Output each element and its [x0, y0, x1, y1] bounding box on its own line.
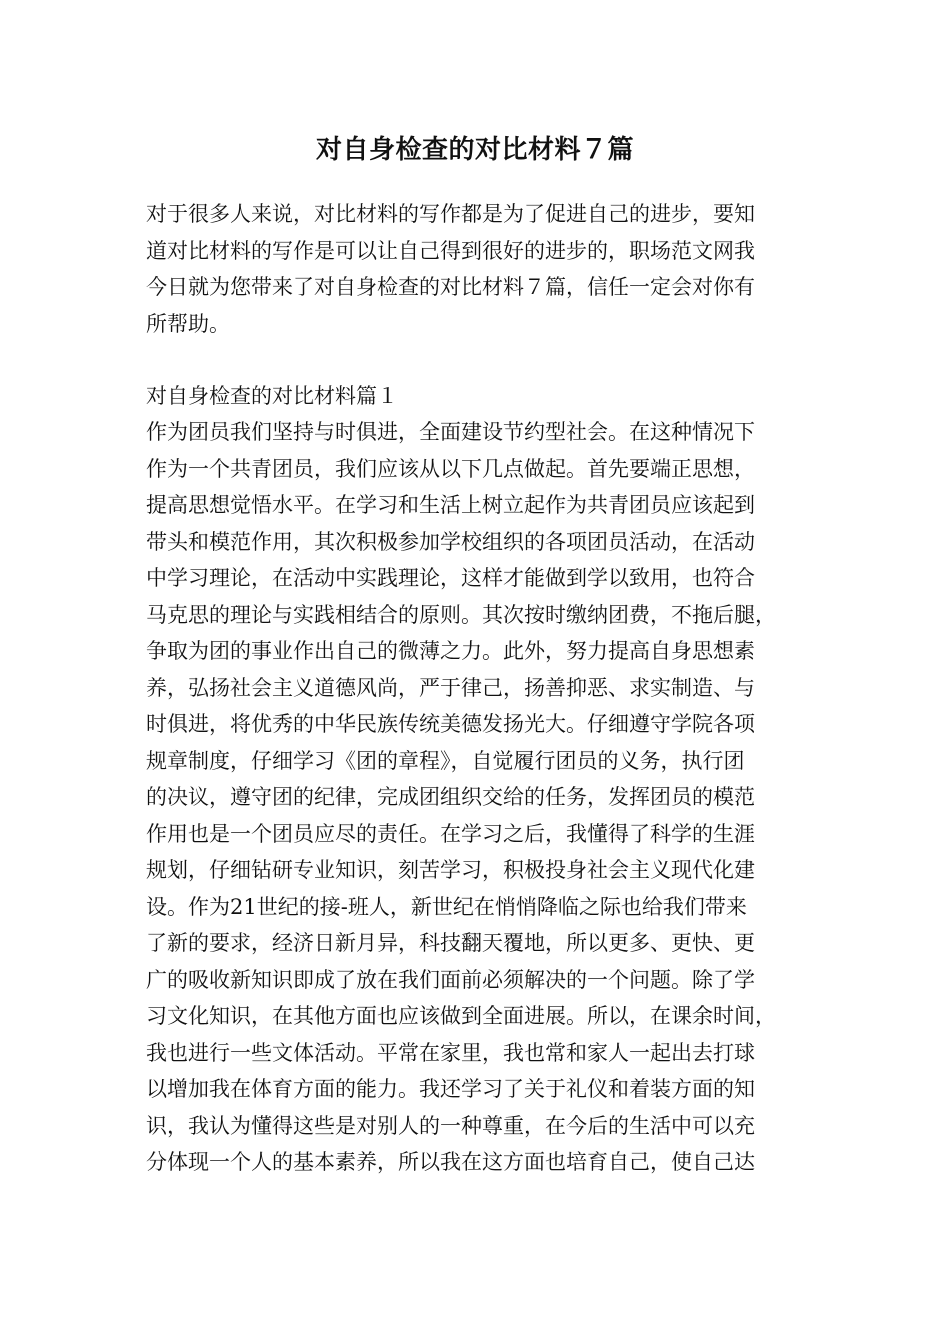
- body-line: 我也进行一些文体活动。平常在家里，我也常和家人一起出去打球: [146, 1040, 755, 1065]
- intro-line: 对于很多人来说，对比材料的写作都是为了促进自己的进步，要知: [146, 202, 755, 226]
- section-heading: 对自身检查的对比材料篇１: [146, 384, 398, 408]
- body-line: 时俱进，将优秀的中华民族传统美德发扬光大。仔细遵守学院各项: [146, 712, 755, 736]
- body-line: 习文化知识，在其他方面也应该做到全面进展。所以，在课余时间，: [146, 1004, 776, 1028]
- intro-paragraph: [146, 196, 810, 342]
- body-line: 作用也是一个团员应尽的责任。在学习之后，我懂得了科学的生涯: [146, 821, 755, 846]
- body-line: 作为团员我们坚持与时俱进，全面建设节约型社会。在这种情况下: [146, 420, 755, 444]
- body-line: 了新的要求，经济日新月异，科技翻天覆地，所以更多、更快、更: [146, 931, 755, 955]
- body-line: 马克思的理论与实践相结合的原则。其次按时缴纳团费，不拖后腿，: [146, 602, 776, 627]
- body-line: 带头和模范作用，其次积极参加学校组织的各项团员活动，在活动: [146, 529, 755, 554]
- body-line: 分体现一个人的基本素养，所以我在这方面也培育自己，使自己达: [146, 1150, 755, 1174]
- body-line: 中学习理论，在活动中实践理论，这样才能做到学以致用，也符合: [146, 566, 755, 590]
- body-line: 识，我认为懂得这些是对别人的一种尊重，在今后的生活中可以充: [146, 1113, 755, 1138]
- section-body-paragraph: [146, 414, 810, 1181]
- intro-line: 道对比材料的写作是可以让自己得到很好的进步的，职场范文网我: [146, 238, 755, 263]
- body-line: 作为一个共青团员，我们应该从以下几点做起。首先要端正思想，: [146, 456, 755, 481]
- document-title: 对自身检查的对比材料７篇: [315, 135, 634, 165]
- body-line: 规划，仔细钻研专业知识，刻苦学习，积极投身社会主义现代化建: [146, 858, 755, 882]
- body-line: 设。作为21世纪的接-班人，新世纪在悄悄降临之际也给我们带来: [146, 894, 747, 919]
- body-line: 争取为团的事业作出自己的微薄之力。此外，努力提高自身思想素: [146, 639, 755, 663]
- body-line: 的决议，遵守团的纪律，完成团组织交给的任务，发挥团员的模范: [146, 785, 755, 809]
- body-line: 以增加我在体育方面的能力。我还学习了关于礼仪和着装方面的知: [146, 1077, 755, 1101]
- intro-line: 今日就为您带来了对自身检查的对比材料７篇，信任一定会对你有: [146, 275, 755, 299]
- body-line: 规章制度，仔细学习《团的章程》，自觉履行团员的义务，执行团: [146, 748, 745, 773]
- intro-line: 所帮助。: [146, 311, 230, 336]
- body-line: 提高思想觉悟水平。在学习和生活上树立起作为共青团员应该起到: [146, 493, 755, 517]
- body-line: 养，弘扬社会主义道德风尚，严于律己，扬善抑恶、求实制造、与: [146, 675, 755, 700]
- body-line: 广的吸收新知识即成了放在我们面前必须解决的一个问题。除了学: [146, 967, 755, 992]
- section-heading-block: [146, 378, 810, 415]
